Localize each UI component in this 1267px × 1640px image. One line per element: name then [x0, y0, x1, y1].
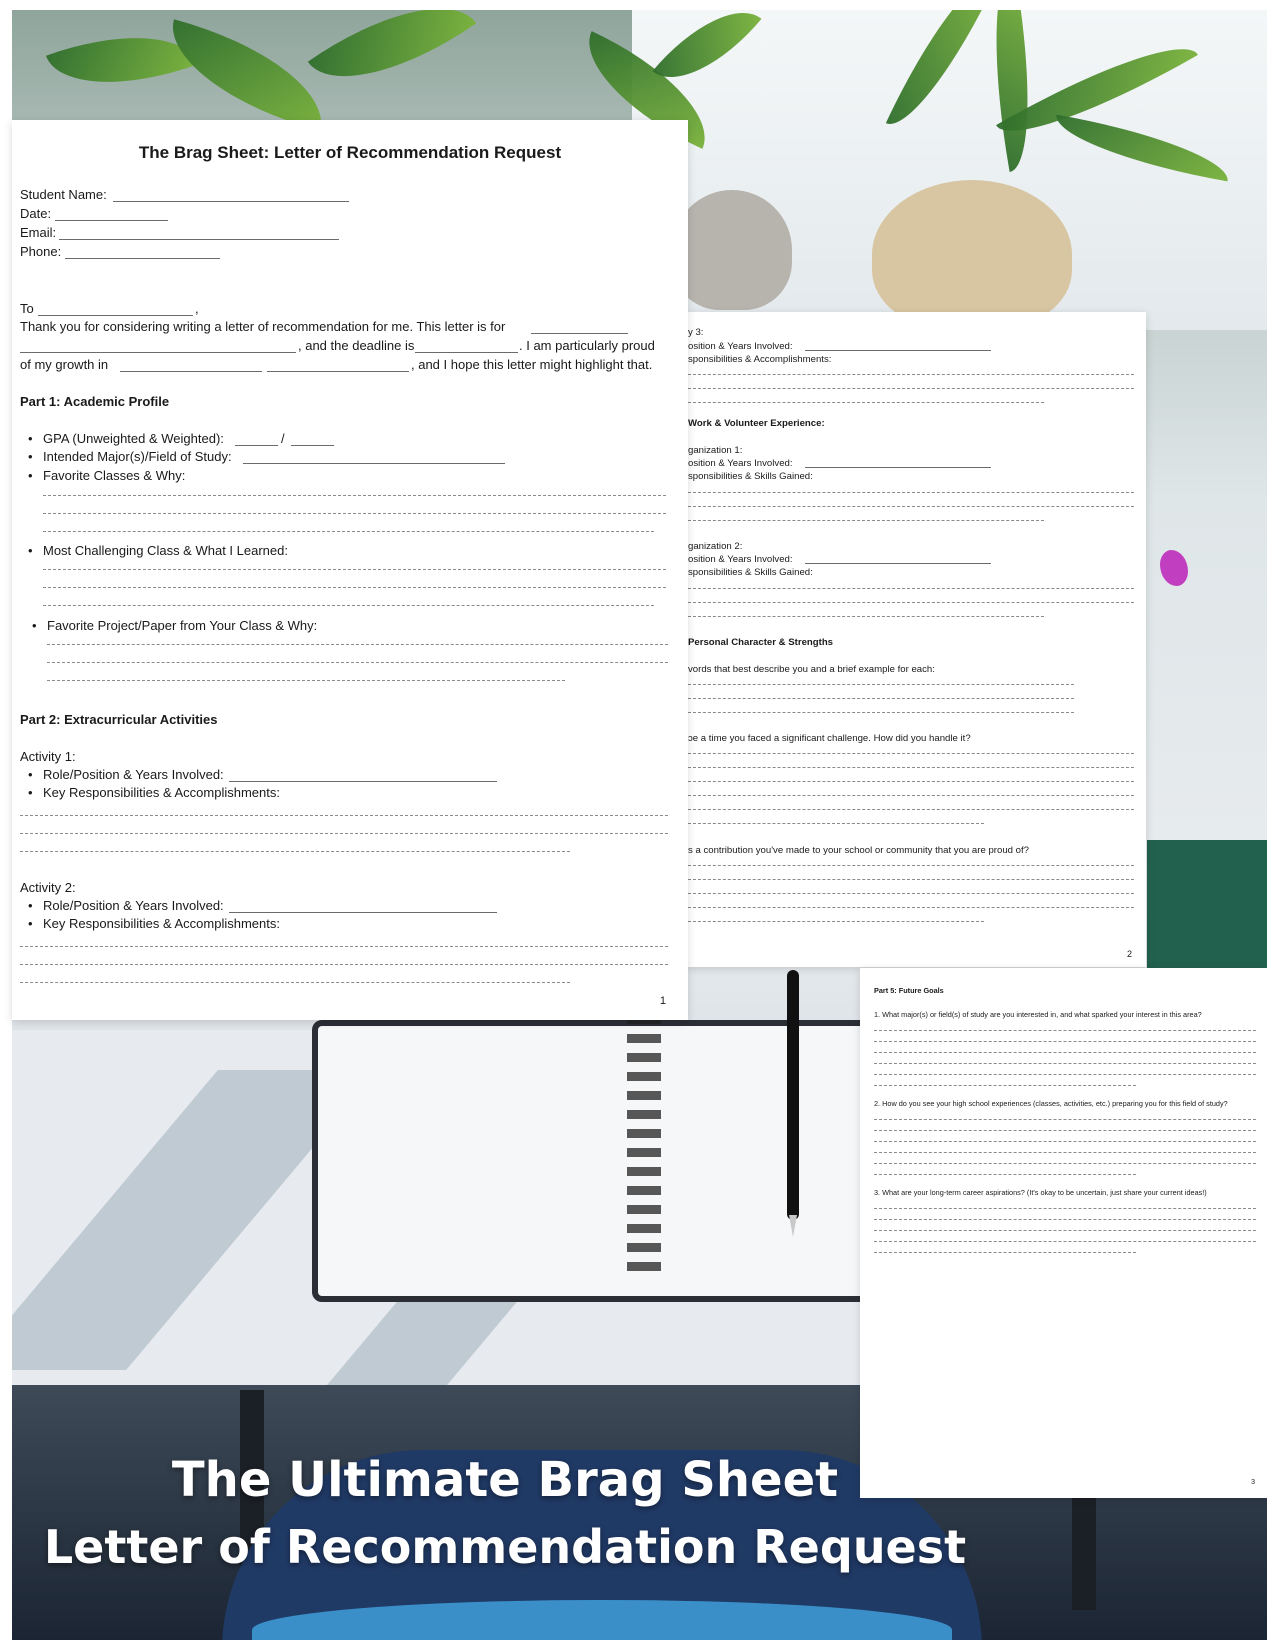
- answer-line[interactable]: [874, 1230, 1256, 1231]
- answer-line[interactable]: [688, 809, 1134, 810]
- answer-line[interactable]: [20, 851, 570, 852]
- answer-line[interactable]: [20, 815, 668, 816]
- page-number: 3: [1251, 1479, 1255, 1486]
- intro-text: Thank you for considering writing a letter of recommendation for me. This letter is for: [20, 319, 506, 334]
- plant-pot: [872, 180, 1072, 330]
- answer-line[interactable]: [43, 605, 654, 606]
- proud-text: . I am particularly proud: [519, 338, 655, 353]
- favorite-classes-label: • Favorite Classes & Why:: [43, 467, 185, 486]
- answer-line[interactable]: [874, 1085, 1136, 1086]
- gpa-unweighted-field[interactable]: [235, 445, 278, 446]
- answer-line[interactable]: [20, 833, 668, 834]
- answer-line[interactable]: [688, 374, 1134, 375]
- answer-line[interactable]: [43, 495, 666, 496]
- email-field[interactable]: [59, 239, 339, 240]
- letter-purpose-field-2[interactable]: [20, 352, 296, 353]
- answer-line[interactable]: [688, 893, 1134, 894]
- activity2-label: Activity 2:: [20, 880, 76, 895]
- answer-line[interactable]: [874, 1152, 1256, 1153]
- gpa-slash: /: [281, 431, 285, 446]
- answer-line[interactable]: [688, 684, 1074, 685]
- position-label: osition & Years Involved:: [688, 341, 793, 352]
- answer-line[interactable]: [874, 1208, 1256, 1209]
- deadline-field[interactable]: [415, 352, 518, 353]
- answer-line[interactable]: [20, 982, 570, 983]
- phone-field[interactable]: [65, 258, 220, 259]
- answer-line[interactable]: [874, 1041, 1256, 1042]
- worksheet-page-3: [860, 968, 1267, 1498]
- answer-line[interactable]: [43, 513, 666, 514]
- character-heading: Personal Character & Strengths: [688, 637, 834, 648]
- date-label: Date:: [20, 206, 52, 221]
- role-label: • Role/Position & Years Involved:: [43, 766, 224, 785]
- answer-line[interactable]: [874, 1052, 1256, 1053]
- challenging-class-label: • Most Challenging Class & What I Learned:: [43, 542, 288, 561]
- deadline-text: , and the deadline is: [298, 338, 415, 353]
- date-field[interactable]: [55, 220, 168, 221]
- answer-line[interactable]: [874, 1063, 1256, 1064]
- favorite-project-label: • Favorite Project/Paper from Your Class & Why:: [47, 617, 317, 636]
- answer-line[interactable]: [20, 964, 668, 965]
- role-field[interactable]: [229, 781, 497, 782]
- answer-line[interactable]: [688, 698, 1074, 699]
- answer-line[interactable]: [43, 531, 654, 532]
- gpa-label: • GPA (Unweighted & Weighted):: [43, 430, 224, 449]
- answer-line[interactable]: [688, 767, 1134, 768]
- answer-line[interactable]: [688, 506, 1134, 507]
- flower: [1160, 550, 1188, 586]
- answer-line[interactable]: [874, 1119, 1256, 1120]
- answer-line[interactable]: [688, 865, 1134, 866]
- comma: ,: [195, 301, 199, 316]
- notebook-spiral: [627, 1015, 661, 1275]
- answer-line[interactable]: [874, 1163, 1256, 1164]
- plant-pot: [672, 190, 792, 310]
- role-field[interactable]: [229, 912, 497, 913]
- answer-line[interactable]: [47, 644, 668, 645]
- question-words: vords that best describe you and a brief example for each:: [688, 664, 935, 675]
- responsibilities-label: • Key Responsibilities & Accomplishments:: [43, 784, 280, 803]
- answer-line[interactable]: [874, 1219, 1256, 1220]
- blank-line[interactable]: [805, 467, 991, 468]
- future-goals-heading: Part 5: Future Goals: [874, 986, 944, 995]
- major-label: • Intended Major(s)/Field of Study:: [43, 448, 232, 467]
- letter-purpose-field[interactable]: [531, 333, 628, 334]
- worksheet-page-1: [12, 120, 688, 1020]
- position-label: osition & Years Involved:: [688, 554, 793, 565]
- part2-heading: Part 2: Extracurricular Activities: [20, 712, 218, 727]
- answer-line[interactable]: [43, 587, 666, 588]
- answer-line[interactable]: [688, 602, 1134, 603]
- question-3: 3. What are your long-term career aspirations? (It's okay to be uncertain, just share your current ideas!): [874, 1188, 1207, 1197]
- org2-label: ganization 2:: [688, 541, 743, 552]
- plant-leaf: [308, 10, 476, 115]
- recipient-field[interactable]: [38, 315, 193, 316]
- growth-text: of my growth in: [20, 357, 109, 372]
- skills-label: sponsibilities & Skills Gained:: [688, 567, 813, 578]
- phone-label: Phone:: [20, 244, 62, 259]
- answer-line[interactable]: [874, 1141, 1256, 1142]
- question-1: 1. What major(s) or field(s) of study are you interested in, and what sparked your interest in this area?: [874, 1010, 1202, 1019]
- student-name-field[interactable]: [113, 201, 349, 202]
- gpa-weighted-field[interactable]: [291, 445, 334, 446]
- activity1-label: Activity 1:: [20, 749, 76, 764]
- answer-line[interactable]: [688, 492, 1134, 493]
- pen: [787, 970, 799, 1220]
- part1-heading: Part 1: Academic Profile: [20, 394, 170, 409]
- answer-line[interactable]: [688, 520, 1044, 521]
- answer-line[interactable]: [688, 588, 1134, 589]
- answer-line[interactable]: [688, 712, 1074, 713]
- question-challenge: ɔe a time you faced a significant challenge. How did you handle it?: [688, 733, 971, 744]
- answer-line[interactable]: [874, 1130, 1256, 1131]
- page-title: The Brag Sheet: Letter of Recommendation Request: [138, 143, 562, 162]
- answer-line[interactable]: [688, 879, 1134, 880]
- answer-line[interactable]: [47, 680, 565, 681]
- highlight-text: , and I hope this letter might highlight that.: [411, 357, 653, 372]
- responsibilities-label: • Key Responsibilities & Accomplishments:: [43, 915, 280, 934]
- page-number: 1: [659, 995, 666, 1007]
- work-heading: Work & Volunteer Experience:: [688, 418, 825, 429]
- growth-field-1[interactable]: [120, 371, 262, 372]
- answer-line[interactable]: [688, 921, 984, 922]
- question-contribution: s a contribution you've made to your school or community that you are proud of?: [688, 845, 1029, 856]
- position-label: osition & Years Involved:: [688, 458, 793, 469]
- hero-title-line2: Letter of Recommendation Request: [43, 1520, 967, 1574]
- answer-line[interactable]: [688, 616, 1044, 617]
- answer-line[interactable]: [20, 946, 668, 947]
- question-2: 2. How do you see your high school experiences (classes, activities, etc.) preparing you for this field of study?: [874, 1099, 1228, 1108]
- answer-line[interactable]: [688, 753, 1134, 754]
- email-label: Email:: [20, 225, 57, 240]
- page-number: 2: [1126, 949, 1132, 959]
- worksheet-page-2: [686, 312, 1146, 967]
- org1-label: ganization 1:: [688, 445, 743, 456]
- blank-line[interactable]: [805, 563, 991, 564]
- answer-line[interactable]: [688, 823, 984, 824]
- blank-line[interactable]: [805, 350, 991, 351]
- answer-line[interactable]: [688, 388, 1134, 389]
- answer-line[interactable]: [43, 569, 666, 570]
- major-field[interactable]: [243, 463, 505, 464]
- student-name-label: Student Name:: [20, 187, 107, 202]
- hero-title-line1: The Ultimate Brag Sheet: [171, 1452, 839, 1508]
- plant-leaf: [156, 19, 338, 131]
- activity3-label: y 3:: [688, 327, 704, 338]
- answer-line[interactable]: [47, 662, 668, 663]
- skills-label: sponsibilities & Skills Gained:: [688, 471, 813, 482]
- growth-field-2[interactable]: [267, 371, 409, 372]
- answer-line[interactable]: [874, 1074, 1256, 1075]
- answer-line[interactable]: [874, 1241, 1256, 1242]
- answer-line[interactable]: [688, 781, 1134, 782]
- answer-line[interactable]: [874, 1174, 1136, 1175]
- answer-line[interactable]: [688, 402, 1044, 403]
- answer-line[interactable]: [688, 907, 1134, 908]
- role-label: • Role/Position & Years Involved:: [43, 897, 224, 916]
- to-label: To: [20, 301, 34, 316]
- answer-line[interactable]: [874, 1030, 1256, 1031]
- answer-line[interactable]: [688, 795, 1134, 796]
- responsibilities-label: sponsibilities & Accomplishments:: [688, 354, 832, 365]
- answer-line[interactable]: [874, 1252, 1136, 1253]
